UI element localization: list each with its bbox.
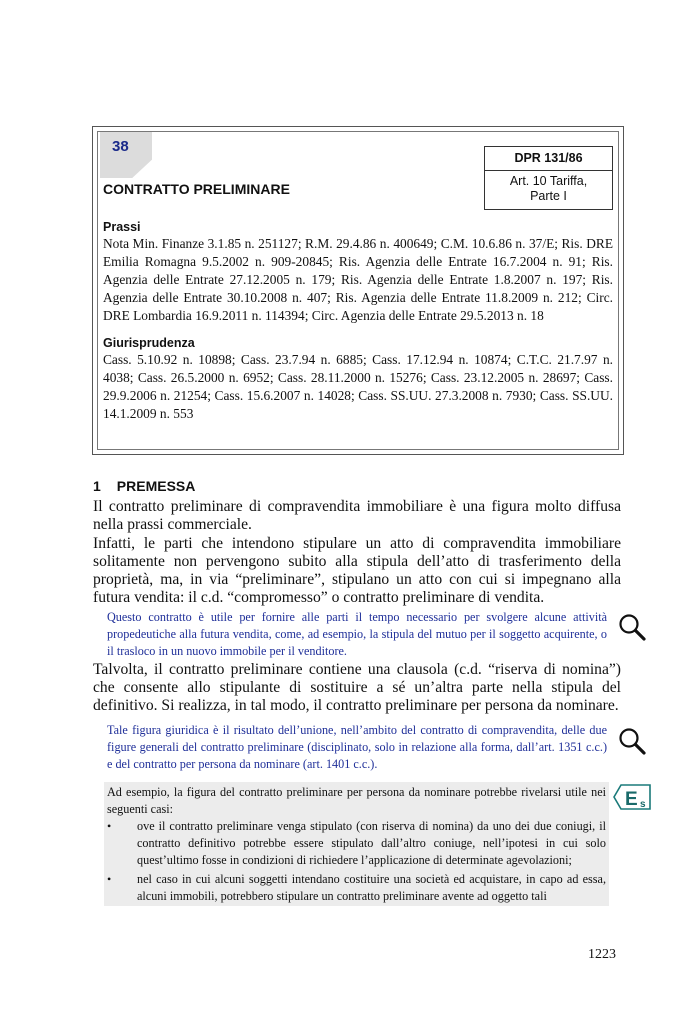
law-reference-box xyxy=(484,146,613,210)
chapter-number: 38 xyxy=(112,138,129,155)
law-reference-article xyxy=(485,171,612,204)
paragraph-2: Infatti, le parti che intendono stipulare un atto di compravendita immobiliare solitamente non pervengono subito alla stipula dell’atto di trasferimento della proprietà, ma, in via “preliminare”, stipulano un atto con cui si impegnano alla futura vendita: il c.d. “compromesso” o contratto preliminare di vendita. xyxy=(93,535,621,606)
example-item-text: ove il contratto preliminare venga stipulato (con riserva di nomina) da uno dei due coniugi, il contratto definitivo potrebbe essere stipulato dall’altro coniuge, nell’ipotesi in cui solo quest’ultimo fosse in condizioni di richiedere l’applicazione di determinate agevolazioni; xyxy=(137,819,606,867)
paragraph-3: Talvolta, il contratto preliminare contiene una clausola (c.d. “riserva di nomina”) che consente allo stipulante di sostituire a sé un’altra parte nella stipula del definitivo. Si realizza, in tal modo, il contratto preliminare per persona da nominare. xyxy=(93,661,621,714)
example-item-text: nel caso in cui alcuni soggetti intendano costituire una società ed acquistare, in capo ad essa, alcuni immobili, potrebbero stipulare un contratto preliminare avente ad oggetto tali xyxy=(137,872,606,903)
section-heading xyxy=(93,478,195,494)
es-letter-e: E xyxy=(625,789,638,810)
example-intro: Ad esempio, la figura del contratto preliminare per persona da nominare potrebbe rivelarsi utile nei seguenti casi: xyxy=(107,785,606,816)
example-box xyxy=(104,782,609,906)
paragraph-1: Il contratto preliminare di compravendita immobiliare è una figura molto diffusa nella prassi commerciale. xyxy=(93,498,621,533)
chapter-title: CONTRATTO PRELIMINARE xyxy=(103,181,290,197)
giurisprudenza-text: Cass. 5.10.92 n. 10898; Cass. 23.7.94 n. 6885; Cass. 17.12.94 n. 10874; C.T.C. 21.7.97 n. 4038; Cass. 26.5.2000 n. 6952; Cass. 28.11.2000 n. 15276; Cass. 23.12.2005 n. 28697; Cass. 29.9.2006 n. 21254; Cass. 15.6.2007 n. 14028; Cass. SS.UU. 27.3.2008 n. 7930; Cass. SS.UU. 14.1.2009 n. 553 xyxy=(103,352,613,421)
section-title: PREMESSA xyxy=(116,478,196,494)
law-reference-article-line2: Parte I xyxy=(530,189,567,203)
example-item xyxy=(107,871,606,905)
es-letter-s: s xyxy=(640,799,646,810)
law-reference-code: DPR 131/86 xyxy=(485,147,612,171)
note-1: Questo contratto è utile per fornire alle parti il tempo necessario per svolgere alcune attività propedeutiche alla futura vendita, come, ad esempio, la stipula del mutuo per il soggetto acquirente, o il trasloco in un nuovo immobile per il venditore. xyxy=(107,610,607,658)
law-reference-article-line1: Art. 10 Tariffa, xyxy=(509,174,588,188)
bullet: • xyxy=(107,872,112,886)
example-item xyxy=(107,818,606,869)
giurisprudenza-label: Giurisprudenza xyxy=(103,336,195,350)
page-number: 1223 xyxy=(588,947,616,962)
bullet: • xyxy=(107,819,112,833)
prassi-text: Nota Min. Finanze 3.1.85 n. 251127; R.M. 29.4.86 n. 400649; C.M. 10.6.86 n. 37/E; Ris. DRE Emilia Romagna 9.5.2002 n. 909-20845; Ris. Agenzia delle Entrate 16.7.2004 n. 91; Ris. Agenzia delle Entrate 27.12.2005 n. 179; Ris. Agenzia delle Entrate 1.8.2007 n. 197; Ris. Agenzia delle Entrate 30.10.2008 n. 407; Ris. Agenzia delle Entrate 11.8.2009 n. 212; Circ. DRE Lombardia 16.9.2011 n. 114394; Circ. Agenzia delle Entrate 29.5.2013 n. 18 xyxy=(103,236,613,323)
example-es-icon xyxy=(613,784,651,810)
prassi-label: Prassi xyxy=(103,220,141,234)
magnifier-icon xyxy=(617,612,647,642)
magnifier-icon xyxy=(617,726,647,756)
note-2: Tale figura giuridica è il risultato dell’unione, nell’ambito del contratto di compravendita, delle due figure generali del contratto preliminare (disciplinato, solo in relazione alla forma, dall’art. 1351 c.c.) e del contratto per persona da nominare (art. 1401 c.c.). xyxy=(107,723,607,771)
section-number: 1 xyxy=(93,478,101,494)
